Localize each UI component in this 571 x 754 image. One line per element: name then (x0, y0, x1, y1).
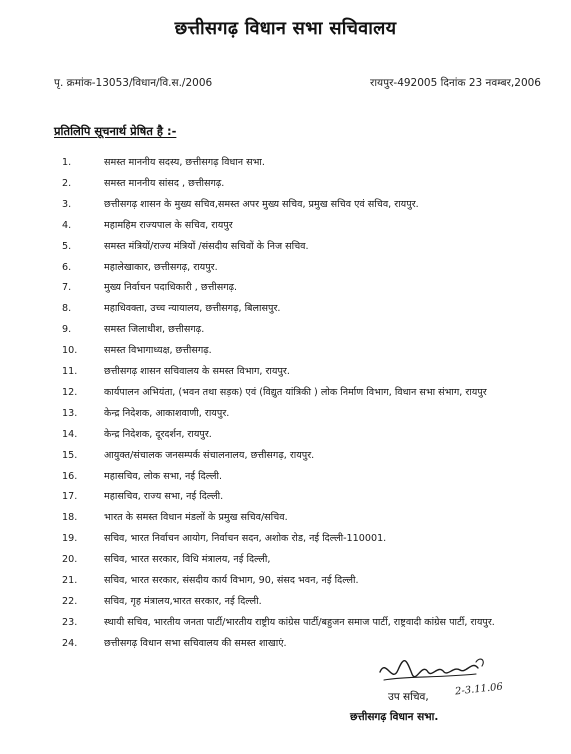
recipient-item (0, 216, 571, 236)
item-text: सचिव, गृह मंत्रालय,भारत सरकार, नई दिल्ली. (104, 595, 262, 607)
item-number: 17. (62, 491, 78, 503)
recipient-item (0, 404, 571, 424)
recipient-item (0, 258, 571, 278)
recipient-item (0, 383, 571, 403)
item-text: महामहिम राज्यपाल के सचिव, रायपुर (104, 219, 233, 231)
item-number: 10. (62, 345, 78, 357)
item-number: 5. (62, 240, 72, 252)
item-number: 21. (62, 575, 78, 586)
item-text: कार्यपालन अभियंता, (भवन तथा सड़क) एवं (विद्युत यांत्रिकी ) लोक निर्माण विभाग, विधान सभा संभाग, रायपुर (104, 386, 487, 398)
item-text: स्थायी सचिव, भारतीय जनता पार्टी/भारतीय राष्ट्रीय कांग्रेस पार्टी/बहुजन समाज पार्टी, राष्ट्रवादी कांग्रेस पार्टी, रायपुर. (104, 616, 495, 628)
item-number: 3. (62, 198, 72, 210)
item-text: सचिव, भारत सरकार, विधि मंत्रालय, नई दिल्ली, (104, 554, 271, 566)
item-number: 18. (62, 512, 78, 524)
signatory-designation: उप सचिव, (388, 691, 429, 703)
item-text: छत्तीसगढ़ शासन सचिवालय के समस्त विभाग, रायपुर. (104, 366, 290, 377)
item-text: समस्त विभागाध्यक्ष, छत्तीसगढ़. (104, 345, 212, 357)
item-text: केन्द्र निदेशक, आकाशवाणी, रायपुर. (104, 407, 230, 419)
recipient-item (0, 425, 571, 445)
item-number: 20. (62, 554, 78, 566)
item-number: 4. (62, 219, 72, 231)
recipient-item (0, 634, 571, 654)
recipient-item (0, 613, 571, 633)
recipient-item (0, 174, 571, 194)
item-text: मुख्य निर्वाचन पदाधिकारी , छत्तीसगढ़. (104, 282, 238, 294)
item-text: सचिव, भारत निर्वाचन आयोग, निर्वाचन सदन, अशोक रोड, नई दिल्ली-110001. (104, 533, 387, 545)
item-text: समस्त जिलाधीश, छत्तीसगढ़. (104, 324, 205, 336)
recipient-item (0, 467, 571, 487)
signatory-office: छत्तीसगढ़ विधान सभा. (350, 711, 439, 723)
item-text: महालेखाकार, छत्तीसगढ़, रायपुर. (104, 261, 218, 273)
item-text: समस्त माननीय सांसद , छत्तीसगढ़. (104, 177, 225, 189)
item-number: 8. (62, 303, 72, 315)
item-number: 9. (62, 324, 72, 336)
item-text: समस्त मंत्रियों/राज्य मंत्रियों /संसदीय सचिवों के निज सचिव. (104, 240, 309, 252)
recipient-item (0, 299, 571, 319)
recipient-item (0, 237, 571, 257)
item-number: 12. (62, 386, 78, 398)
item-number: 23. (62, 616, 78, 628)
item-text: सचिव, भारत सरकार, संसदीय कार्य विभाग, 90, संसद भवन, नई दिल्ली. (104, 575, 359, 586)
recipient-item (0, 195, 571, 215)
item-text: भारत के समस्त विधान मंडलों के प्रमुख सचिव/सचिव. (104, 512, 288, 524)
item-number: 16. (62, 470, 78, 482)
item-number: 22. (62, 595, 78, 607)
item-number: 11. (62, 366, 78, 377)
item-text: केन्द्र निदेशक, दूरदर्शन, रायपुर. (104, 428, 212, 440)
item-number: 24. (62, 637, 78, 649)
item-text: छत्तीसगढ़ शासन के मुख्य सचिव,समस्त अपर मुख्य सचिव, प्रमुख सचिव एवं सचिव, रायपुर. (104, 198, 419, 210)
recipient-item (0, 550, 571, 570)
item-number: 7. (62, 282, 72, 294)
item-text: महासचिव, लोक सभा, नई दिल्ली. (104, 470, 223, 482)
recipient-item (0, 153, 571, 173)
item-text: महाधिवक्ता, उच्च न्यायालय, छत्तीसगढ़, बिलासपुर. (104, 303, 281, 315)
recipient-item (0, 278, 571, 298)
recipient-item (0, 341, 571, 361)
recipient-item (0, 487, 571, 507)
recipient-item (0, 320, 571, 340)
recipient-item (0, 508, 571, 528)
item-number: 2. (62, 177, 72, 189)
item-number: 14. (62, 428, 78, 440)
place-date: रायपुर-492005 दिनांक 23 नवम्बर,2006 (370, 77, 541, 89)
item-text: समस्त माननीय सदस्य, छत्तीसगढ़ विधान सभा. (104, 157, 265, 168)
signature-date: 2-3.11.06 (454, 681, 504, 698)
item-number: 1. (62, 157, 72, 168)
recipient-item (0, 592, 571, 612)
recipient-item (0, 529, 571, 549)
item-text: छत्तीसगढ़ विधान सभा सचिवालय की समस्त शाखाएं. (104, 637, 287, 649)
reference-number: पृ. क्रमांक-13053/विधान/वि.स./2006 (54, 77, 213, 89)
recipient-item (0, 571, 571, 591)
item-number: 6. (62, 261, 72, 273)
recipient-item (0, 446, 571, 466)
item-number: 19. (62, 533, 78, 545)
item-text: महासचिव, राज्य सभा, नई दिल्ली. (104, 491, 224, 503)
recipient-item (0, 362, 571, 382)
document-title: छत्तीसगढ़ विधान सभा सचिवालय (174, 18, 397, 39)
item-text: आयुक्त/संचालक जनसम्पर्क संचालनालय, छत्तीसगढ़, रायपुर. (104, 449, 315, 461)
item-number: 15. (62, 449, 78, 461)
copy-heading: प्रतिलिपि सूचनार्थ प्रेषित है :- (54, 124, 177, 138)
item-number: 13. (62, 407, 78, 419)
